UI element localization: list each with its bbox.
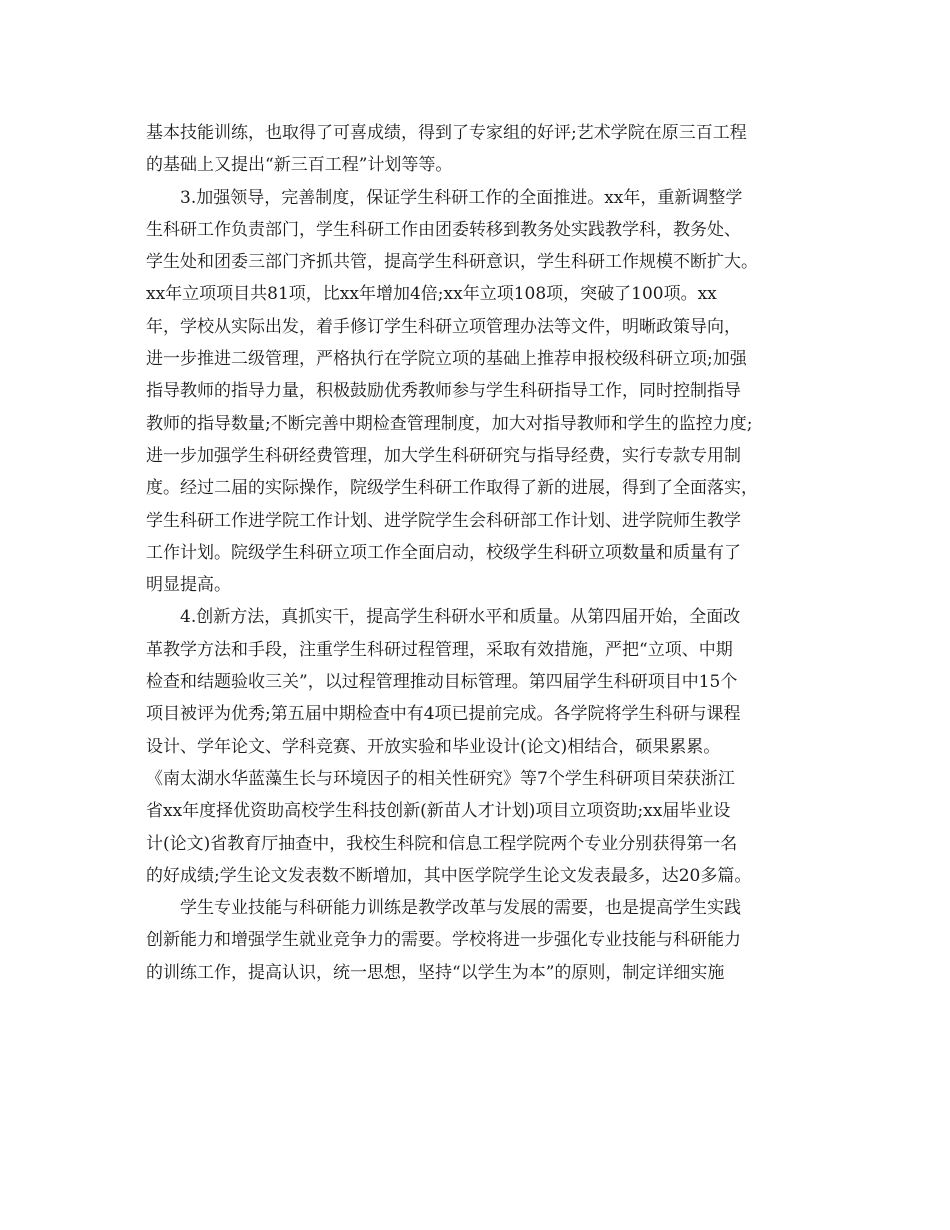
document-body <box>146 117 826 989</box>
text-line: 进一步推进二级管理，严格执行在学院立项的基础上推荐申报校级科研立项;加强 <box>146 349 747 370</box>
paragraph-first-line: 学生专业技能与科研能力训练是教学改革与发展的需要，也是提高学生实践 <box>180 898 741 919</box>
text-line: 工作计划。院级学生科研立项工作全面启动，校级学生科研立项数量和质量有了 <box>146 542 741 563</box>
text-line: 指导教师的指导力量，积极鼓励优秀教师参与学生科研指导工作，同时控制指导 <box>146 381 741 402</box>
text-line: 的基础上又提出“新三百工程”计划等等。 <box>146 155 453 176</box>
text-line: 基本技能训练，也取得了可喜成绩，得到了专家组的好评;艺术学院在原三百工程 <box>146 123 747 143</box>
text-line: 进一步加强学生科研经费管理，加大学生科研研究与指导经费，实行专款专用制 <box>146 445 741 466</box>
text-line: 年，学校从实际出发，着手修订学生科研立项管理办法等文件，明晰政策导向， <box>146 316 741 337</box>
text-line: 项目被评为优秀;第五届中期检查中有4项已提前完成。各学院将学生科研与课程 <box>146 704 741 725</box>
text-line: 计(论文)省教育厅抽查中，我校生科院和信息工程学院两个专业分别获得第一名 <box>146 833 738 854</box>
text-line: 的好成绩;学生论文发表数不断增加，其中医学院学生论文发表最多，达20多篇。 <box>146 865 752 886</box>
text-line: 明显提高。 <box>146 575 231 596</box>
text-line: 革教学方法和手段，注重学生科研过程管理，采取有效措施，严把“立项、中期 <box>146 639 733 660</box>
text-line: 设计、学年论文、学科竞赛、开放实验和毕业设计(论文)相结合，硕果累累。 <box>146 736 721 757</box>
text-line: 学生科研工作进学院工作计划、进学院学生会科研部工作计划、进学院师生教学 <box>146 510 741 531</box>
text-line: 学生处和团委三部门齐抓共管，提高学生科研意识，学生科研工作规模不断扩大。 <box>146 252 758 273</box>
text-line: 《南太湖水华蓝藻生长与环境因子的相关性研究》等7个学生科研项目荣获浙江 <box>146 768 735 789</box>
text-line: xx年立项项目共81项，比xx年增加4倍;xx年立项108项，突破了100项。xx <box>146 284 717 305</box>
text-line: 的训练工作，提高认识，统一思想，坚持“以学生为本”的原则，制定详细实施 <box>146 962 725 983</box>
text-line: 省xx年度择优资助高校学生科技创新(新苗人才计划)项目立项资助;xx届毕业设 <box>146 801 731 822</box>
text-line: 生科研工作负责部门，学生科研工作由团委转移到教务处实践教学科，教务处、 <box>146 219 741 240</box>
paragraph-first-line: 3.加强领导，完善制度，保证学生科研工作的全面推进。xx年，重新调整学 <box>180 187 743 208</box>
text-line: 度。经过二届的实际操作，院级学生科研工作取得了新的进展，得到了全面落实， <box>146 478 758 499</box>
paragraph-first-line: 4.创新方法，真抓实干，提高学生科研水平和质量。从第四届开始，全面改 <box>180 607 741 628</box>
text-line: 创新能力和增强学生就业竞争力的需要。学校将进一步强化专业技能与科研能力 <box>146 930 741 951</box>
text-line: 教师的指导数量;不断完善中期检查管理制度，加大对指导教师和学生的监控力度; <box>146 413 753 434</box>
text-line: 检查和结题验收三关”，以过程管理推动目标管理。第四届学生科研项目中15个 <box>146 672 738 693</box>
